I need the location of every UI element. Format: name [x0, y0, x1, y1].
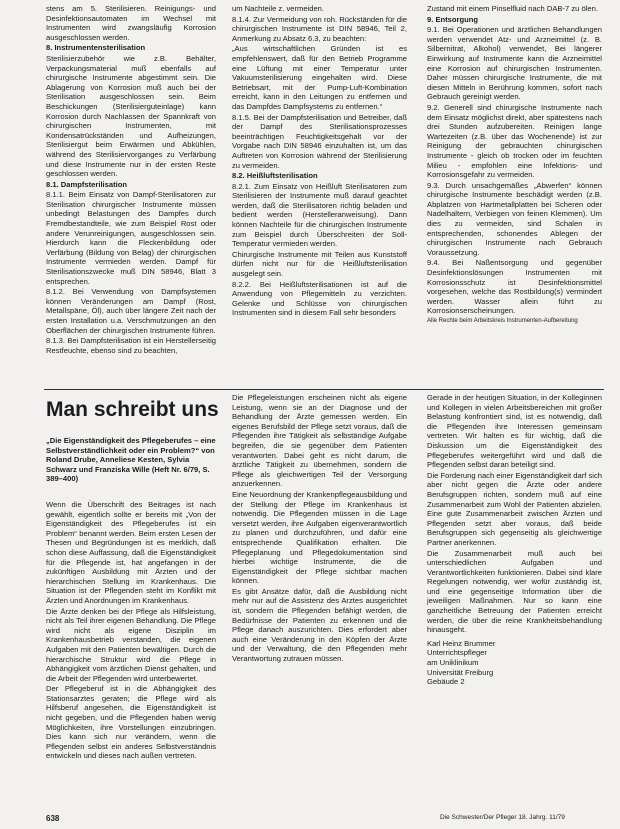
signature-line: Karl Heinz Brummer — [427, 638, 496, 648]
article-text: 8.1.5. Bei der Dampfsterilisation und Betreiber, daß der Dampf des Sterilisationsprozesses beeinträchtigen Feuchtigkeitsgehalt vor der Vorgabe nach DIN 58946 einzuhalten ist, um das Auftreten von Korrosion während der Sterilisierung zu vermeiden. — [232, 112, 407, 170]
signature-line: Unterrichtspfleger — [427, 648, 487, 658]
section-heading: 8.2. Heißluftsterilisation — [232, 171, 318, 181]
journal-footer: Die Schwester/Der Pfleger 18. Jahrg. 11/79 — [440, 814, 565, 821]
article-text: 9.4. Bei Naßentsorgung und gegenüber Desinfektionslösungen Instrumenten mit Korrosionsschutz ist Desinfektionsmittel vorgesehen, welche das Rostbildung(s) vermindert werden. Wasser allein führt zu Korrosionserscheinungen. — [427, 258, 602, 316]
letter-column-2 — [232, 393, 407, 665]
signature-line: am Uniklinikum — [427, 658, 479, 668]
article-text: 9.1. Bei Operationen und ärztlichen Behandlungen werden verwendet Atz- und Arzneimittel (z. B. Silbernitrat, Alkohol) verwendet, Bei längerer Einwirkung auf Instrumente kann die Arzneimittel eine Korrosion auf chirurgischen Instrumenten. Daher müssen chirurgische Instrumente, die mit diesen Mitteln in Berührung kommen, sofort nach Gebrauch gereinigt werden. — [427, 25, 602, 102]
article-text: „Aus wirtschaftlichen Gründen ist es empfehlenswert, daß für den Betrieb Programme eine Lüftung mit einer Temperatur unter Vakuumsterilisierung eingehalten wird. Diese Betriebsart, mit der Pump-Luft-Kombination erreicht, kann in den Leitungen zu entfernen und das Dampfdes Dampfsystems zu entfernen.“ — [232, 44, 407, 111]
article-column-2 — [232, 4, 407, 319]
article-text: Zustand mit einem Pinselfluid nach DAB-7 zu ölen. — [427, 4, 598, 13]
letter-reference: „Die Eigenständigkeit des Pflegeberufes – eine Selbstverständlichkeit oder ein Problem?“ von Roland Drube, Anneliese Kesten, Sylvia Schwarz und Franziska Wille (Heft Nr. 6/79, S. 389–400) — [46, 436, 216, 484]
article-text: 8.1.4. Zur Vermeidung von roh. Rückständen für die chirurgischen Instrumente ist DIN 58946, Teil 2, Anmerkung zu Absatz 6.3, zu beachten: — [232, 14, 407, 43]
letter-text: Die Ärzte denken bei der Pflege als Hilfsleistung, nicht als Teil ihrer eigenen Behandlung. Die Pflege wird nicht als eigene Disziplin im Krankenhausbetrieb verstanden, die eigenen Aufgaben mit den Patienten bewältigen. Durch die hierarchische Struktur wird die Pflege in Abhängigkeit vom ärztlichen Dienst gehalten, und die Arbeit der Pflegenden wird unterbewertet. — [46, 606, 216, 683]
section-heading: 8.1. Dampfsterilisation — [46, 179, 128, 189]
page-number: 638 — [46, 814, 60, 823]
letter-text: Der Pflegeberuf ist in die Abhängigkeit des Stationsarztes geraten; die Pflege wird als Hilfsberuf angesehen, die Eigenständigkeit ist nicht gegeben, und die Pflegenden haben wenig Möglichkeiten, ihre Vorstellungen einzubringen. Dies kann sich nur verändern, wenn die Pflegenden selbst ein anderes Selbstverständnis entwickeln und dieses nach außen vertreten. — [46, 684, 216, 761]
signature-line: Gebäude 2 — [427, 677, 465, 687]
letter-text: Es gibt Ansätze dafür, daß die Ausbildung nicht mehr nur auf die Assistenz des Arztes ausgerichtet ist, sondern die Pflegenden befähigt werden, die Bedürfnisse der Patienten zu erkennen und die Pflege danach auszurichten. Dies erfordert aber auch eine Veränderung in den Köpfen der Ärzte und der Verwaltung, die den Pflegenden mehr Verantwortung zutrauen müssen. — [232, 586, 407, 664]
section-heading: 9. Entsorgung — [427, 14, 479, 24]
article-text: 9.3. Durch unsachgemäßes „Abwerfen“ können chirurgische Instrumente beschädigt werden (z.B. Abplatzen von Hartmetallplatten bei Scheren oder Nadelhaltern, Verbiegen von feinen Klemmen). Um dies zu vermeiden, sind Schalen in entsprechenden, schonendes Ablegen der chirurgischen Instrumente nach Gebrauch Voraussetzung. — [427, 180, 602, 257]
article-text: 9.2. Generell sind chirurgische Instrumente nach dem Einsatz möglichst direkt, aber spätestens nach drei Stunden aufzubereiten. Reinigen lange Wartezeiten (z.B. über das Wochenende) ist zur Reinigung der gebrauchten chirurgischen Instrumente - gleich ob trocken oder im feuchten Milieu - empfohlen eine Infektions- und Korrosionsgefahr zu vermeiden. — [427, 102, 602, 180]
article-text: 8.1.3. Bei Dampfsterilisation ist ein Herstellerseitig Restfeuchte, ebenso sind zu beachten, — [46, 336, 216, 355]
letter-text: Gerade in der heutigen Situation, in der Kolleginnen und Kollegen in vielen Arbeitsbereichen mit großer Belastung konfrontiert sind, ist es notwendig, daß die Pflegenden ihre Interessen gemeinsam vertreten. Wir halten es für wichtig, daß die Diskussion um die Eigenständigkeit des Pflegeberufes weitergeführt wird und daß die Pflegenden selbst daran beteiligt sind. — [427, 393, 602, 470]
letter-text: Die Forderung nach einer Eigenständigkeit darf sich aber nicht gegen die Ärzte oder andere Berufsgruppen richten, sondern muß auf eine Zusammenarbeit zum Wohl der Patienten abzielen. Eine gute Zusammenarbeit zwischen Ärzten und Pflegenden setzt aber voraus, daß beide Berufsgruppen sich gegenseitig als gleichwertige Partner anerkennen. — [427, 470, 602, 547]
section-heading: 8. Instrumentensterilisation — [46, 43, 146, 53]
copyright-footnote: Alle Rechte beim Arbeitskreis Instrumenten-Aufbereitung — [427, 318, 578, 324]
letter-text: Wenn die Überschrift des Beitrages ist nach gewählt, eigentlich sollte er bereits mit „Von der Eigenständigkeit des Pflegeberufes ist ein Problem“ benannt werden. Beim ersten Lesen der Thesen und Begründungen ist es merklich, daß schon diese Auffassung, daß die Eigenständigkeit für die Pflegende ist, hat angefangen in der zukünftigen Ausbildung mit Ärzten und der hierarchischen Stellung im Krankenhaus. Die Situation ist der Pflegenden steht im Konflikt mit Ärzten und Anordnungen im Krankenhaus. — [46, 500, 216, 605]
letter-text: Eine Neuordnung der Krankenpflegeausbildung und der Stellung der Pflege im Krankenhaus ist notwendig. Die Pflegenden müssen in die Lage versetzt werden, ihre Aufgaben eigenverantwortlich zu planen und durchzuführen, und dafür eine entsprechende Qualifikation erhalten. Die Pflegeplanung und Pflegedokumentation sind hierbei wichtige Instrumente, die die Eigenständigkeit der Pflege sichtbar machen können. — [232, 489, 407, 586]
letter-text: Die Zusammenarbeit muß auch bei unterschiedlichen Aufgaben und Verantwortlichkeiten funktionieren. Dabei sind klare Regelungen notwendig, wer wofür zuständig ist, und eine gegenseitige Information über die jeweiligen Maßnahmen. Nur so kann eine ganzheitliche Betreuung der Patienten erreicht werden, die über die reine Krankheitsbehandlung hinausgeht. — [427, 548, 602, 635]
article-text: Chirurgische Instrumente mit Teilen aus Kunststoff dürfen nicht nur für die Heißluftsterilisation ausgelegt sein. — [232, 249, 407, 279]
article-text: Sterilisierzubehör wie z.B. Behälter, Verpackungsmaterial muß ebenfalls auf chirurgische Instrumente abgestimmt sein. Die Ablagerung von Korrosion muß auch bei der Sterilisation ausgeschlossen sein. Beim Beschickungen (Sterilisierguteinlage) kann Korrosion durch Nachlassen der Spannkraft von chirurgischen Instrumenten, mit Kondensatrückständen und Aufheizungen, Sterilisiergut beim Erwärmen und Abkühlen, während des Sterilisiervorganges zu Verfärbung und diese Instrumente nur in der ersten Reste geschlossen werden. — [46, 53, 216, 179]
article-text: um Nachteile z. vermeiden. — [232, 4, 325, 13]
article-column-3 — [427, 4, 602, 327]
section-divider — [44, 389, 604, 390]
letter-column-1 — [46, 500, 216, 762]
article-text: 8.2.1. Zum Einsatz von Heißluft Sterilisatoren zum Sterilisieren der Instrumente muß darauf geachtet werden, daß die Sterilisatoren richtig beladen und bedient werden (Herstelleranweisung). Dann können Nachteile für die chirurgischen Instrumente zum Beispiel durch Überschreiten der Soll-Temperatur vermieden werden. — [232, 181, 407, 249]
article-text: 8.1.2. Bei Verwendung von Dampfsystemen können Veränderungen am Dampf (Rost, Metallspäne, Öl), auch über längere Zeit nach der ersten Installation u.a. Verschmutzungen an den Oberflächen der chirurgischen Instrumente führen. — [46, 287, 216, 335]
section-title: Man schreibt uns — [46, 398, 219, 421]
article-column-1 — [46, 4, 216, 356]
signature-line: Universität Freiburg — [427, 667, 494, 677]
letter-signature — [427, 639, 602, 687]
article-text: stens am 5. Sterilisieren. Reinigungs- und Desinfektionsautomaten im Wechsel mit Instrumenten wird zwangsläufig Korrosion ausgeschlossen werden. — [46, 4, 216, 42]
letter-text: Die Pflegeleistungen erscheinen nicht als eigene Leistung, wenn sie an der Diagnose und der Behandlung der Ärzte gemessen werden. Ein eigenes Berufsbild der Pflege setzt voraus, daß die Pflegenden ihre Tätigkeit als selbständige Aufgabe begreifen, die sie gegenüber dem Patienten verantworten. Dabei geht es nicht darum, die ärztliche Tätigkeit zu übernehmen, sondern die Pflege als gleichwertigen Teil der Versorgung anzuerkennen. — [232, 393, 407, 489]
letter-column-3 — [427, 393, 602, 687]
article-text: 8.2.2. Bei Heißluftsterilisationen ist auf die Anwendung von Pflegemitteln zu verzichten. Gelenke und Schlüsse von chirurgischen Instrumenten sind in diesem Fall sehr besonders — [232, 279, 407, 318]
article-text: 8.1.1. Beim Einsatz von Dampf-Sterilisatoren zur Sterilisation chirurgischer Instrumente müssen unbedingt Belastungen des Dampfes durch Fremdbestandteile, wie zum Beispiel Rost oder andere Verunreinigungen, ausgeschlossen sein. Hierdurch kann die Fleckenbildung oder Verfärbung (Bildung von Belag) der chirurgischen Instrumente vermieden werden. Dampf für Sterilisationszwecke muß DIN 58946, Blatt 3 entsprechen. — [46, 190, 216, 286]
